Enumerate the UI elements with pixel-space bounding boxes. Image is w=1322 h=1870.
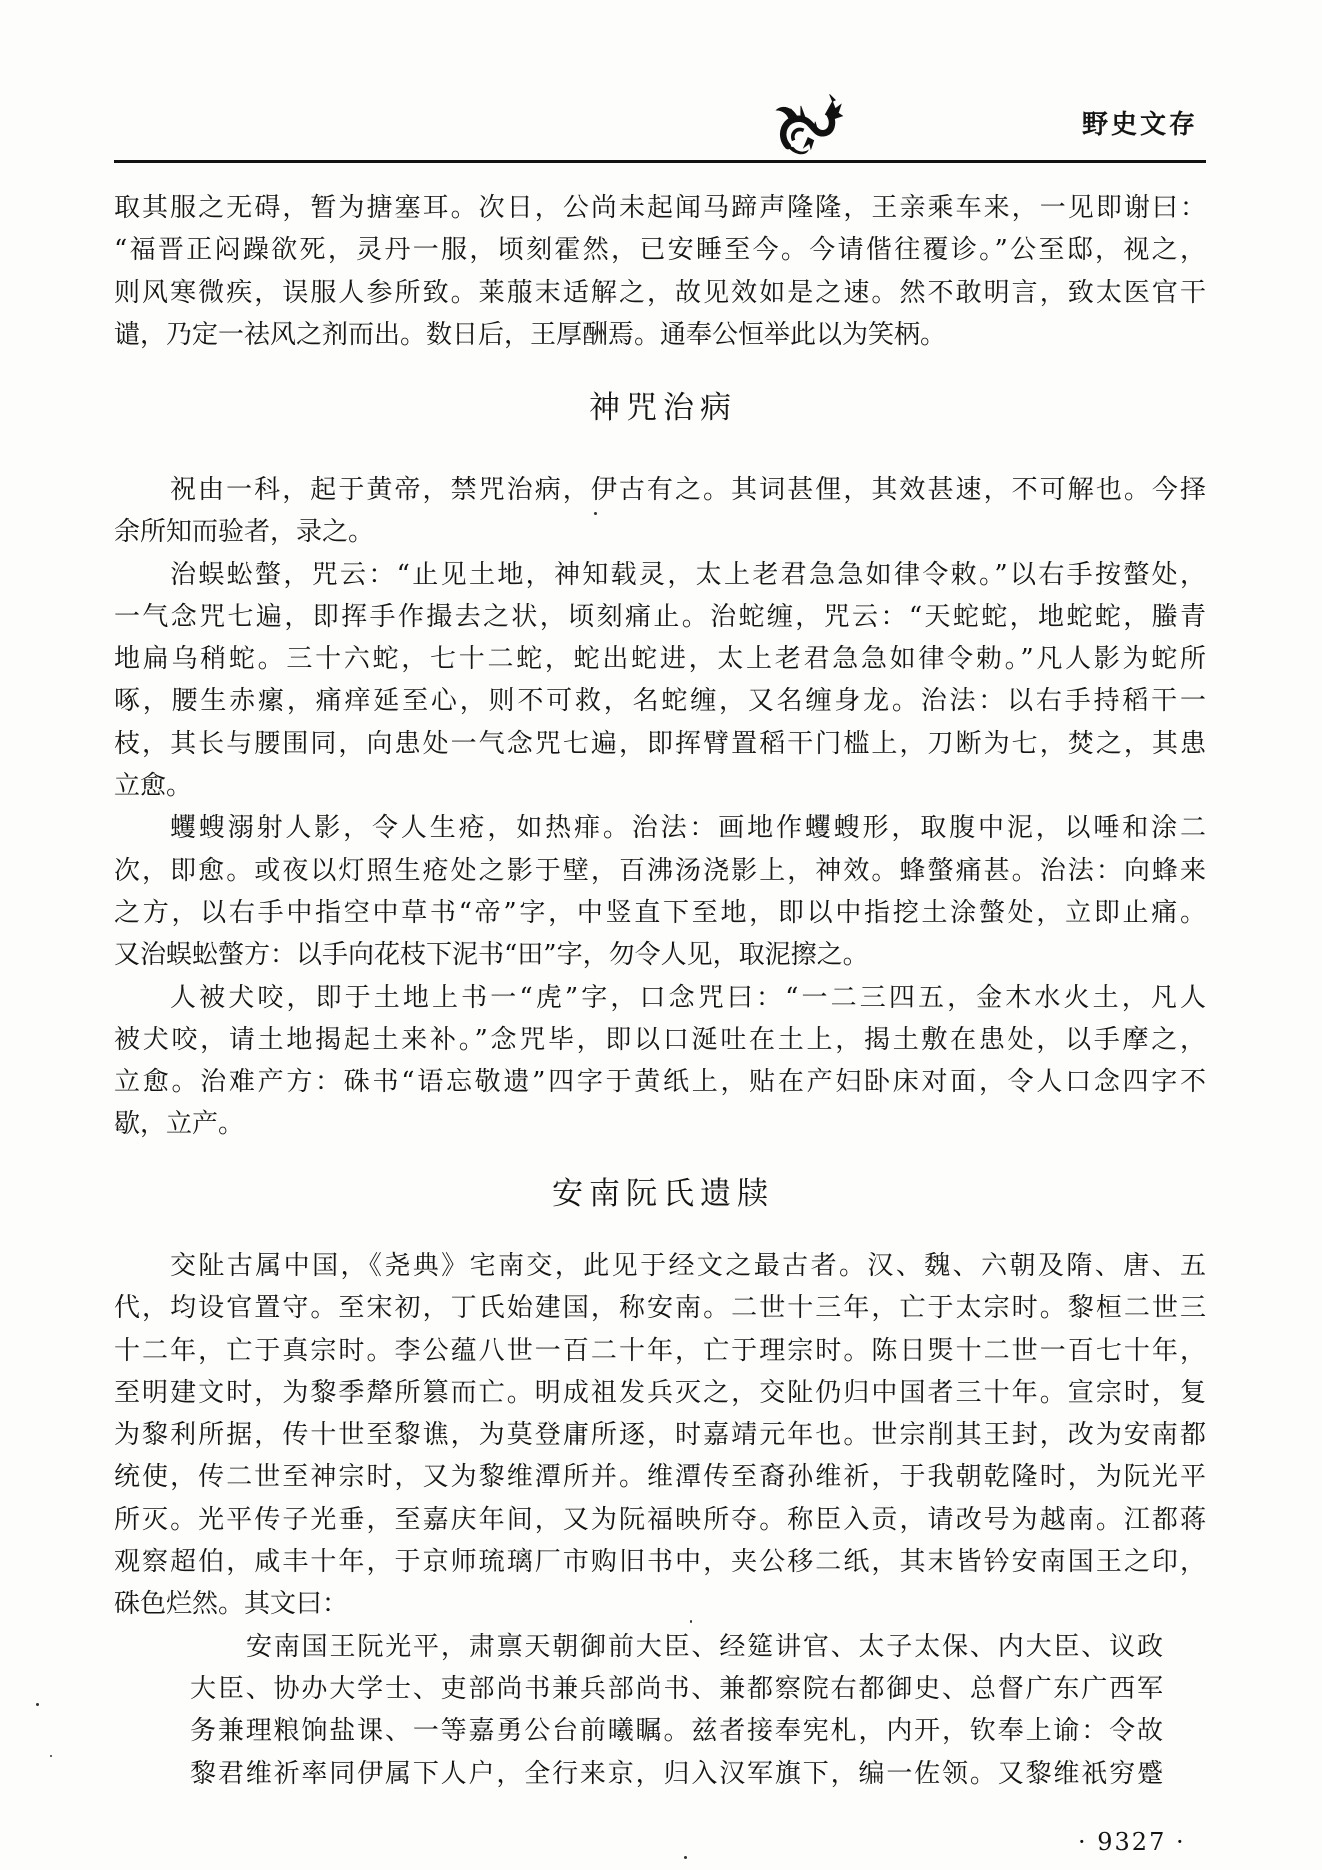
text-line: 则风寒微疾，误服人参所致。莱菔末适解之，故见效如是之速。然不敢明言，致太医官干 xyxy=(114,277,1206,308)
text-line: 统使，传二世至神宗时，又为黎维潭所并。维潭传至裔孙维祈，于我朝乾隆时，为阮光平 xyxy=(114,1462,1206,1493)
text-line: 立愈。治难产方：硃书“语忘敬遗”四字于黄纸上，贴在产妇卧床对面，令人口念四字不 xyxy=(114,1067,1206,1098)
text-line: 十二年，亡于真宗时。李公蕴八世一百二十年，亡于理宗时。陈日煚十二世一百七十年， xyxy=(114,1335,1206,1366)
text-line: 为黎利所据，传十世至黎谯，为莫登庸所逐，时嘉靖元年也。世宗削其王封，改为安南都 xyxy=(114,1420,1206,1451)
text-line: 之方，以右手中指空中草书“帝”字，中竖直下至地，即以中指挖土涂螫处，立即止痛。 xyxy=(114,897,1206,928)
scan-speck xyxy=(684,1856,687,1859)
text-line: 务兼理粮饷盐课、一等嘉勇公台前曦瞩。兹者接奉宪札，内开，钦奉上谕：令故 xyxy=(190,1716,1163,1747)
text-line: 啄，腰生赤瘰，痛痒延至心，则不可救，名蛇缠，又名缠身龙。治法：以右手持稻干一 xyxy=(114,686,1206,717)
section-heading: 安南阮氏遗牍 xyxy=(552,1176,774,1212)
text-line: 硃色烂然。其文曰： xyxy=(114,1589,349,1620)
text-line: 次，即愈。或夜以灯照生疮处之影于壁，百沸汤浇影上，神效。蜂螫痛甚。治法：向蜂来 xyxy=(114,855,1206,886)
text-line: 歇，立产。 xyxy=(114,1109,245,1140)
paragraph xyxy=(114,807,1206,976)
text-line: 蠼螋溺射人影，令人生疮，如热痱。治法：画地作蠼螋形，取腹中泥，以唾和涂二 xyxy=(170,813,1206,844)
text-line: “福晋正闷躁欲死，灵丹一服，顷刻霍然，已安睡至今。今请偕往覆诊。”公至邸，视之， xyxy=(114,235,1206,266)
paragraph xyxy=(114,554,1206,808)
text-line: 被犬咬，请土地揭起土来补。”念咒毕，即以口涎吐在土上，揭土敷在患处，以手摩之， xyxy=(114,1024,1206,1055)
scan-speck xyxy=(50,1755,52,1757)
running-title: 野史文存 xyxy=(1082,110,1199,140)
text-line: 所灭。光平传子光垂，至嘉庆年间，又为阮福映所夺。称臣入贡，请改号为越南。江都蒋 xyxy=(114,1504,1206,1535)
text-line: 代，均设官置守。至宋初，丁氏始建国，称安南。二世十三年，亡于太宗时。黎桓二世三 xyxy=(114,1293,1206,1324)
text-line: 祝由一科，起于黄帝，禁咒治病，伊古有之。其词甚俚，其效甚速，不可解也。今择 xyxy=(170,475,1206,505)
text-line: 谴，乃定一祛风之剂而出。数日后，王厚酬焉。通奉公恒举此以为笑柄。 xyxy=(114,319,947,350)
continuation-paragraph xyxy=(114,187,1206,356)
page-number: · 9327 · xyxy=(1078,1828,1186,1856)
text-line: 观察超伯，咸丰十年，于京师琉璃厂市购旧书中，夹公移二纸，其末皆钤安南国王之印， xyxy=(114,1547,1206,1578)
text-line: 立愈。 xyxy=(114,771,193,802)
text-line: 治蜈蚣螫，咒云：“止见土地，神知载灵，太上老君急急如律令敕。”以右手按螫处， xyxy=(170,559,1206,590)
text-line: 地扁乌稍蛇。三十六蛇，七十二蛇，蛇出蛇进，太上老君急急如律令勅。”凡人影为蛇所 xyxy=(114,644,1206,675)
text-line: 交阯古属中国，《尧典》宅南交，此见于经文之最古者。汉、魏、六朝及隋、唐、五 xyxy=(170,1251,1206,1281)
text-line: 一气念咒七遍，即挥手作撮去之状，顷刻痛止。治蛇缠，咒云：“天蛇蛇，地蛇蛇，螣青 xyxy=(114,601,1206,632)
scan-speck xyxy=(36,1703,39,1706)
text-line: 至明建文时，为黎季犛所篡而亡。明成祖发兵灭之，交阯仍归中国者三十年。宣宗时，复 xyxy=(114,1377,1206,1408)
paragraph xyxy=(114,469,1206,554)
dragon-emblem-icon xyxy=(772,90,844,162)
text-line: 黎君维祈率同伊属下人户，全行来京，归入汉军旗下，编一佐领。又黎维祇穷蹙 xyxy=(190,1758,1163,1789)
paragraph xyxy=(114,977,1206,1146)
scan-speck xyxy=(594,512,597,515)
text-line: 人被犬咬，即于土地上书一“虎”字，口念咒曰：“一二三四五，金木水火土，凡人 xyxy=(170,982,1206,1013)
header-rule xyxy=(114,160,1206,163)
text-line: 安南国王阮光平，肃禀天朝御前大臣、经筵讲官、太子太保、内大臣、议政 xyxy=(246,1631,1163,1662)
section-body xyxy=(114,1245,1206,1795)
section-heading: 神咒治病 xyxy=(589,390,737,426)
text-line: 又治蜈蚣螫方：以手向花枝下泥书“田”字，勿令人见，取泥擦之。 xyxy=(114,940,869,971)
scan-speck xyxy=(690,1620,692,1623)
text-line: 大臣、协办大学士、吏部尚书兼兵部尚书、兼都察院右都御史、总督广东广西军 xyxy=(190,1673,1163,1704)
section-body xyxy=(114,469,1206,1146)
text-line: 余所知而验者，录之。 xyxy=(114,517,375,548)
paragraph xyxy=(114,1245,1206,1626)
text-line: 枝，其长与腰围同，向患处一气念咒七遍，即挥臂置稻干门槛上，刀断为七，焚之，其患 xyxy=(114,728,1206,759)
quoted-document xyxy=(190,1626,1163,1795)
text-line: 取其服之无碍，暂为搪塞耳。次日，公尚未起闻马蹄声隆隆，王亲乘车来，一见即谢曰： xyxy=(114,193,1206,223)
